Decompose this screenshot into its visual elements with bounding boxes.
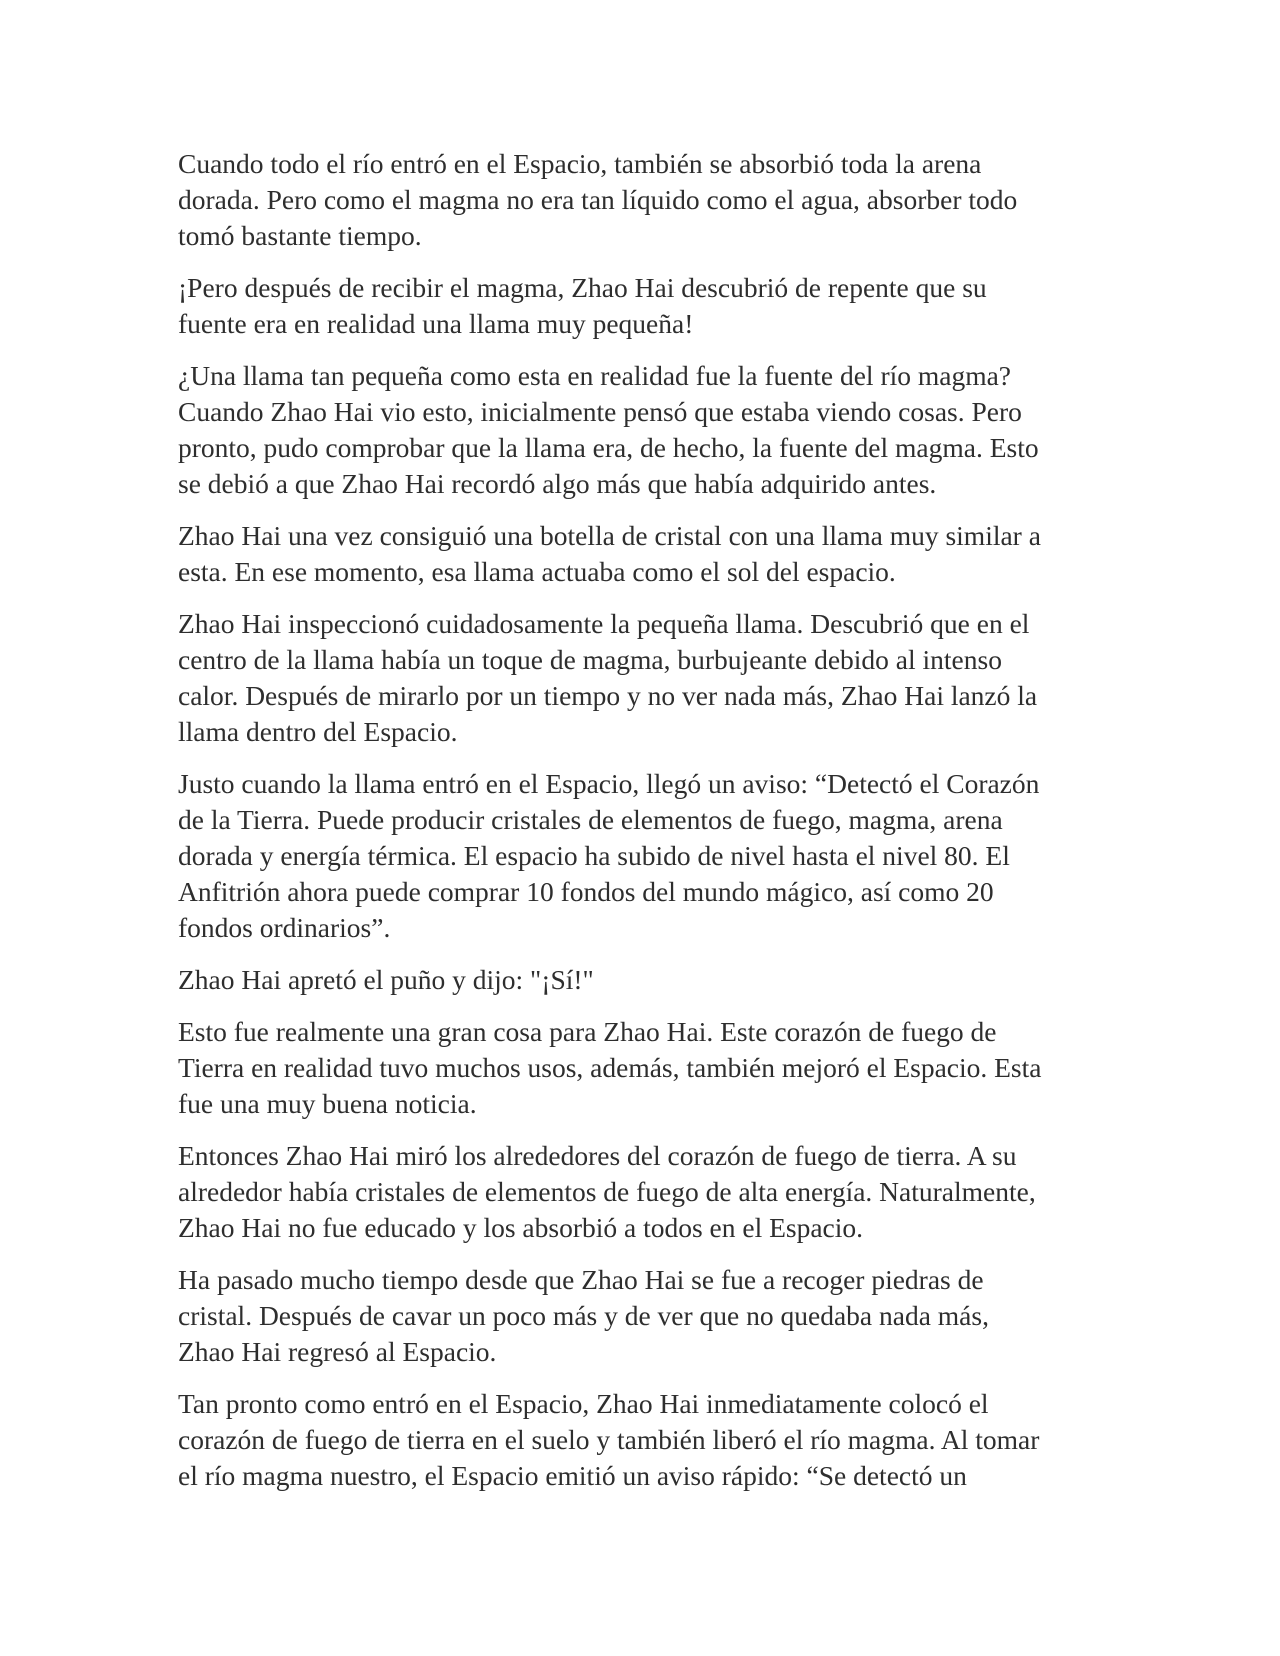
paragraph	[178, 358, 1128, 502]
text-line: Ha pasado mucho tiempo desde que Zhao Hai se fue a recoger piedras de	[178, 1264, 984, 1295]
text-line: Zhao Hai no fue educado y los absorbió a todos en el Espacio.	[178, 1212, 864, 1243]
paragraph	[178, 606, 1128, 750]
text-line: Zhao Hai una vez consiguió una botella de cristal con una llama muy similar a	[178, 520, 1041, 551]
text-line: ¿Una llama tan pequeña como esta en realidad fue la fuente del río magma?	[178, 360, 1012, 391]
text-line: dorada y energía térmica. El espacio ha subido de nivel hasta el nivel 80. El	[178, 840, 1010, 871]
paragraph	[178, 146, 1128, 254]
paragraph	[178, 766, 1128, 946]
text-line: se debió a que Zhao Hai recordó algo más que había adquirido antes.	[178, 468, 937, 499]
paragraph	[178, 1138, 1128, 1246]
text-line: Cuando Zhao Hai vio esto, inicialmente pensó que estaba viendo cosas. Pero	[178, 396, 1022, 427]
text-line: alrededor había cristales de elementos de fuego de alta energía. Naturalmente,	[178, 1176, 1036, 1207]
text-line: centro de la llama había un toque de magma, burbujeante debido al intenso	[178, 644, 1002, 675]
text-line: Zhao Hai inspeccionó cuidadosamente la pequeña llama. Descubrió que en el	[178, 608, 1030, 639]
text-line: llama dentro del Espacio.	[178, 716, 458, 747]
document-page	[178, 146, 1128, 1510]
paragraph	[178, 1262, 1128, 1370]
text-line: Justo cuando la llama entró en el Espacio, llegó un aviso: “Detectó el Corazón	[178, 768, 1040, 799]
paragraph	[178, 518, 1128, 590]
text-line: Cuando todo el río entró en el Espacio, también se absorbió toda la arena	[178, 148, 982, 179]
paragraph	[178, 1386, 1128, 1494]
text-line: calor. Después de mirarlo por un tiempo y no ver nada más, Zhao Hai lanzó la	[178, 680, 1038, 711]
text-line: fondos ordinarios”.	[178, 912, 391, 943]
paragraph	[178, 1014, 1128, 1122]
text-line: esta. En ese momento, esa llama actuaba como el sol del espacio.	[178, 556, 896, 587]
text-line: el río magma nuestro, el Espacio emitió un aviso rápido: “Se detectó un	[178, 1460, 967, 1491]
text-line: corazón de fuego de tierra en el suelo y también liberó el río magma. Al tomar	[178, 1424, 1040, 1455]
paragraph	[178, 962, 1128, 998]
text-line: Tierra en realidad tuvo muchos usos, además, también mejoró el Espacio. Esta	[178, 1052, 1042, 1083]
text-line: ¡Pero después de recibir el magma, Zhao Hai descubrió de repente que su	[178, 272, 987, 303]
text-line: de la Tierra. Puede producir cristales de elementos de fuego, magma, arena	[178, 804, 1003, 835]
text-line: Entonces Zhao Hai miró los alrededores del corazón de fuego de tierra. A su	[178, 1140, 1017, 1171]
text-line: Anfitrión ahora puede comprar 10 fondos del mundo mágico, así como 20	[178, 876, 994, 907]
text-line: Zhao Hai apretó el puño y dijo: "¡Sí!"	[178, 964, 594, 995]
text-line: fue una muy buena noticia.	[178, 1088, 477, 1119]
text-line: tomó bastante tiempo.	[178, 220, 422, 251]
text-line: Zhao Hai regresó al Espacio.	[178, 1336, 497, 1367]
text-line: pronto, pudo comprobar que la llama era, de hecho, la fuente del magma. Esto	[178, 432, 1039, 463]
paragraph	[178, 270, 1128, 342]
text-line: fuente era en realidad una llama muy pequeña!	[178, 308, 694, 339]
text-line: Tan pronto como entró en el Espacio, Zhao Hai inmediatamente colocó el	[178, 1388, 989, 1419]
text-line: Esto fue realmente una gran cosa para Zhao Hai. Este corazón de fuego de	[178, 1016, 997, 1047]
text-line: dorada. Pero como el magma no era tan líquido como el agua, absorber todo	[178, 184, 1018, 215]
text-line: cristal. Después de cavar un poco más y de ver que no quedaba nada más,	[178, 1300, 989, 1331]
